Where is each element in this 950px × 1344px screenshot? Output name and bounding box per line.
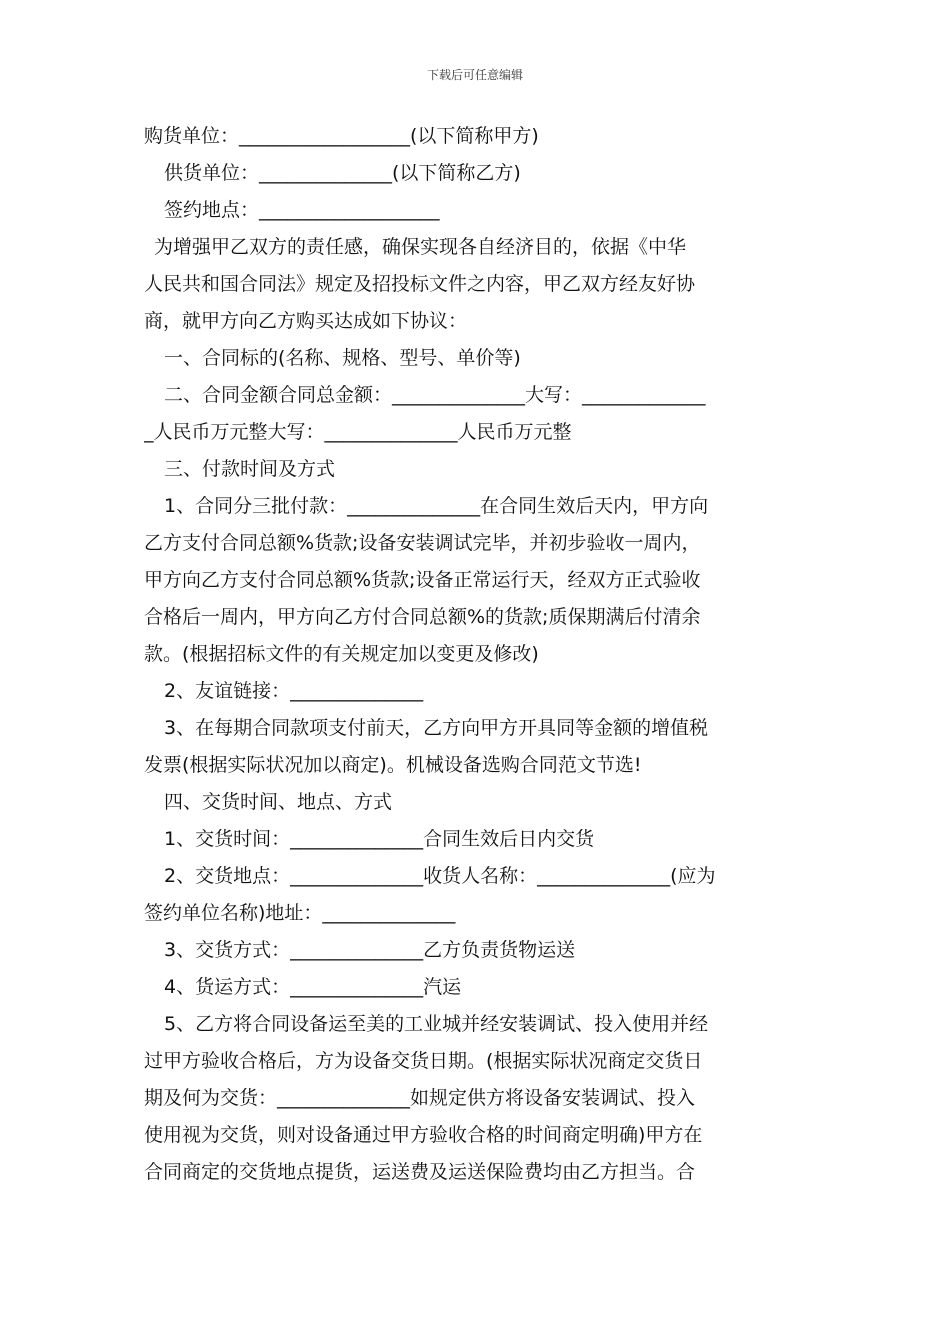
text-line: 四、交货时间、地点、方式	[164, 791, 393, 813]
text-line: 3、在每期合同款项支付前天，乙方向甲方开具同等金额的增值税	[164, 717, 709, 739]
text-line: 商，就甲方向乙方购买达成如下协议：	[144, 310, 468, 332]
text-line: 三、付款时间及方式	[164, 458, 336, 480]
text-line: 发票(根据实际状况加以商定)。机械设备选购合同范文节选!	[144, 754, 642, 776]
text-line: 签约单位名称)地址：______________	[144, 902, 456, 924]
text-line: 签约地点：___________________	[164, 199, 440, 221]
text-line: 购货单位：__________________(以下简称甲方)	[144, 125, 539, 147]
text-line: 二、合同金额合同总金额：______________大写：_____________	[164, 384, 706, 406]
text-line: 4、货运方式：______________汽运	[164, 976, 462, 998]
text-line: 为增强甲乙双方的责任感，确保实现各自经济目的，依据《中华	[154, 236, 687, 258]
text-line: 期及何为交货：______________如规定供方将设备安装调试、投入	[144, 1087, 696, 1109]
text-line: 合格后一周内，甲方向乙方付合同总额%的货款;质保期满后付清余	[144, 606, 701, 628]
text-line: 2、交货地点：______________收货人名称：______________(应为	[164, 865, 716, 887]
text-line: 乙方支付合同总额%货款;设备安装调试完毕，并初步验收一周内，	[144, 532, 701, 554]
text-line: 过甲方验收合格后，方为设备交货日期。(根据实际状况商定交货日	[144, 1050, 703, 1072]
text-line: 3、交货方式：______________乙方负责货物运送	[164, 939, 576, 961]
text-line: 供货单位：______________(以下简称乙方)	[164, 162, 521, 184]
text-line: 5、乙方将合同设备运至美的工业城并经安装调试、投入使用并经	[164, 1013, 709, 1035]
text-line: 2、友谊链接：______________	[164, 680, 424, 702]
text-line: _人民币万元整大写：______________人民币万元整	[144, 421, 572, 443]
text-line: 人民共和国合同法》规定及招投标文件之内容，甲乙双方经友好协	[144, 273, 696, 295]
text-line: 1、合同分三批付款：______________在合同生效后天内，甲方向	[164, 495, 709, 517]
text-line: 1、交货时间：______________合同生效后日内交货	[164, 828, 595, 850]
text-line: 使用视为交货，则对设备通过甲方验收合格的时间商定明确)甲方在	[144, 1124, 703, 1146]
text-line: 一、合同标的(名称、规格、型号、单价等)	[164, 347, 521, 369]
text-line: 合同商定的交货地点提货，运送费及运送保险费均由乙方担当。合	[144, 1161, 696, 1183]
text-line: 款。(根据招标文件的有关规定加以变更及修改)	[144, 643, 539, 665]
text-line: 甲方向乙方支付合同总额%货款;设备正常运行天，经双方正式验收	[144, 569, 701, 591]
document-body	[144, 118, 809, 1191]
page-header: 下载后可任意编辑	[426, 68, 523, 82]
